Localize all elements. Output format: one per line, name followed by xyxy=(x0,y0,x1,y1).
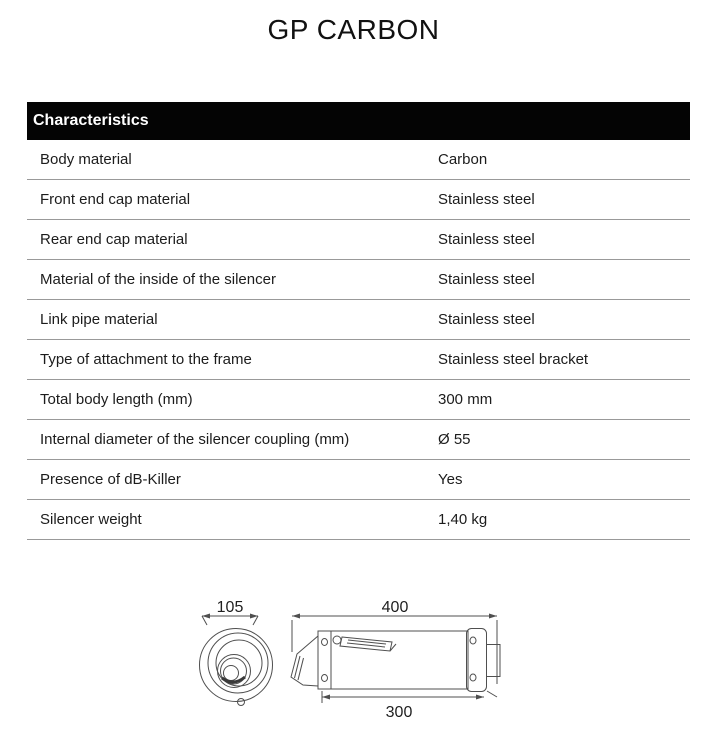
row-value: 1,40 kg xyxy=(438,511,488,528)
table-row xyxy=(27,220,690,260)
technical-drawing xyxy=(165,584,565,752)
rivets xyxy=(322,637,477,682)
table-row xyxy=(27,260,690,300)
table-row xyxy=(27,140,690,180)
characteristics-table-body xyxy=(27,140,690,540)
row-value: Stainless steel xyxy=(438,191,535,208)
row-value: Yes xyxy=(438,471,463,488)
row-value: Stainless steel xyxy=(438,311,535,328)
table-row xyxy=(27,420,690,460)
row-label: Silencer weight xyxy=(40,511,142,528)
row-label: Material of the inside of the silencer xyxy=(40,271,276,288)
row-value: Stainless steel bracket xyxy=(438,351,589,368)
row-label: Presence of dB-Killer xyxy=(40,471,181,488)
table-row xyxy=(27,380,690,420)
dim-label-105: 105 xyxy=(216,599,244,616)
row-value: Carbon xyxy=(438,151,488,168)
row-label: Front end cap material xyxy=(40,191,191,208)
row-label: Rear end cap material xyxy=(40,231,188,248)
silencer-side-view xyxy=(291,629,500,698)
row-value: 300 mm xyxy=(438,391,493,408)
dim-label-300: 300 xyxy=(385,704,413,721)
table-row xyxy=(27,300,690,340)
table-row xyxy=(27,340,690,380)
page-title: GP CARBON xyxy=(267,14,440,45)
row-value: Stainless steel xyxy=(438,231,535,248)
dim-label-400: 400 xyxy=(381,599,409,616)
silencer-front-view xyxy=(200,629,273,706)
brand-logo xyxy=(333,636,396,651)
row-label: Link pipe material xyxy=(40,311,158,328)
row-value: Stainless steel xyxy=(438,271,535,288)
row-label: Total body length (mm) xyxy=(40,391,193,408)
dimension-front-diameter xyxy=(202,599,258,625)
dimension-body-length xyxy=(322,691,484,721)
row-label: Internal diameter of the silencer coupling (mm) xyxy=(40,431,350,448)
row-value: Ø 55 xyxy=(438,431,471,448)
table-row xyxy=(27,460,690,500)
characteristics-table xyxy=(27,102,690,540)
table-header: Characteristics xyxy=(27,102,690,140)
row-label: Body material xyxy=(40,151,132,168)
row-label: Type of attachment to the frame xyxy=(40,351,252,368)
table-row xyxy=(27,180,690,220)
table-row xyxy=(27,500,690,540)
